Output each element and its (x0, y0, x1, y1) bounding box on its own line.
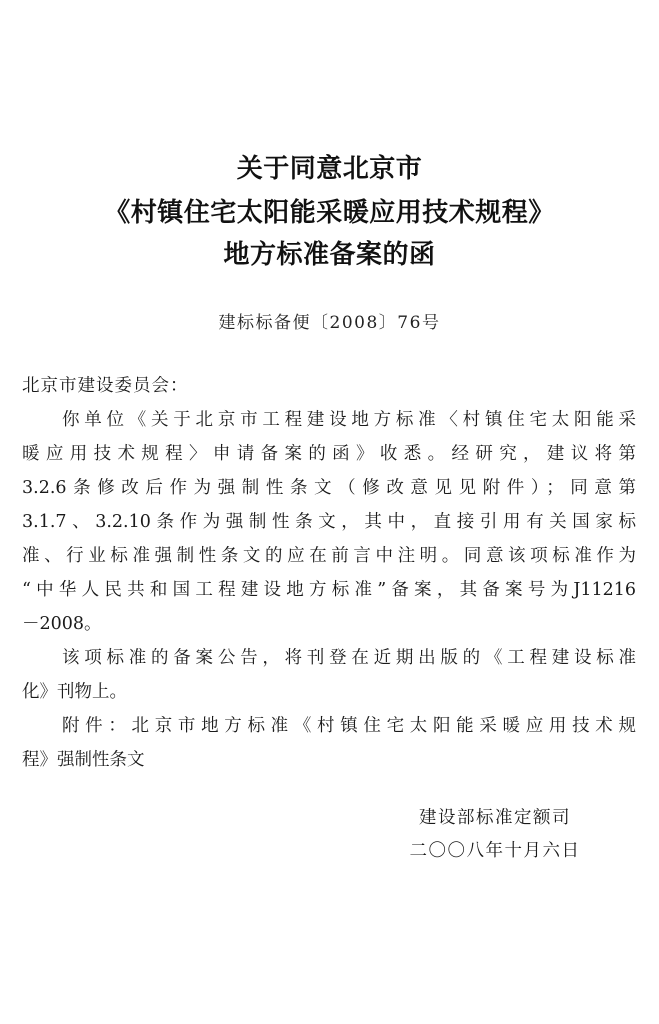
body-line: 化》刊物上。 (22, 682, 127, 702)
attachment-line: 附件：北京市地方标准《村镇住宅太阳能采暖应用技术规 (62, 716, 636, 736)
body-line: 3.1.7、3.2.10条作为强制性条文，其中，直接引用有关国家标 (22, 512, 636, 532)
body-line: 该项标准的备案公告，将刊登在近期出版的《工程建设标准 (62, 648, 636, 668)
salutation: 北京市建设委员会： (22, 376, 189, 396)
title-line-1: 关于同意北京市 (236, 154, 423, 184)
body-line: 3.2.6条修改后作为强制性条文（修改意见见附件）；同意第 (22, 478, 636, 498)
body-line: “中华人民共和国工程建设地方标准”备案，其备案号为J11216 (22, 580, 636, 600)
title-line-2: 《村镇住宅太阳能采暖应用技术规程》 (104, 198, 555, 228)
signature-issuer: 建设部标准定额司 (419, 808, 571, 828)
title-line-3: 地方标准备案的函 (223, 240, 436, 270)
body-line: 准、行业标准强制性条文的应在前言中注明。同意该项标准作为 (22, 546, 636, 566)
body-line: －2008。 (22, 614, 102, 634)
attachment-line: 程》强制性条文 (22, 750, 145, 770)
body-line: 你单位《关于北京市工程建设地方标准〈村镇住宅太阳能采 (62, 410, 636, 430)
signature-date: 二〇〇八年十月六日 (409, 841, 581, 861)
body-line: 暖应用技术规程〉申请备案的函》收悉。经研究，建议将第 (22, 444, 636, 464)
document-number: 建标标备便〔2008〕76号 (218, 313, 441, 333)
